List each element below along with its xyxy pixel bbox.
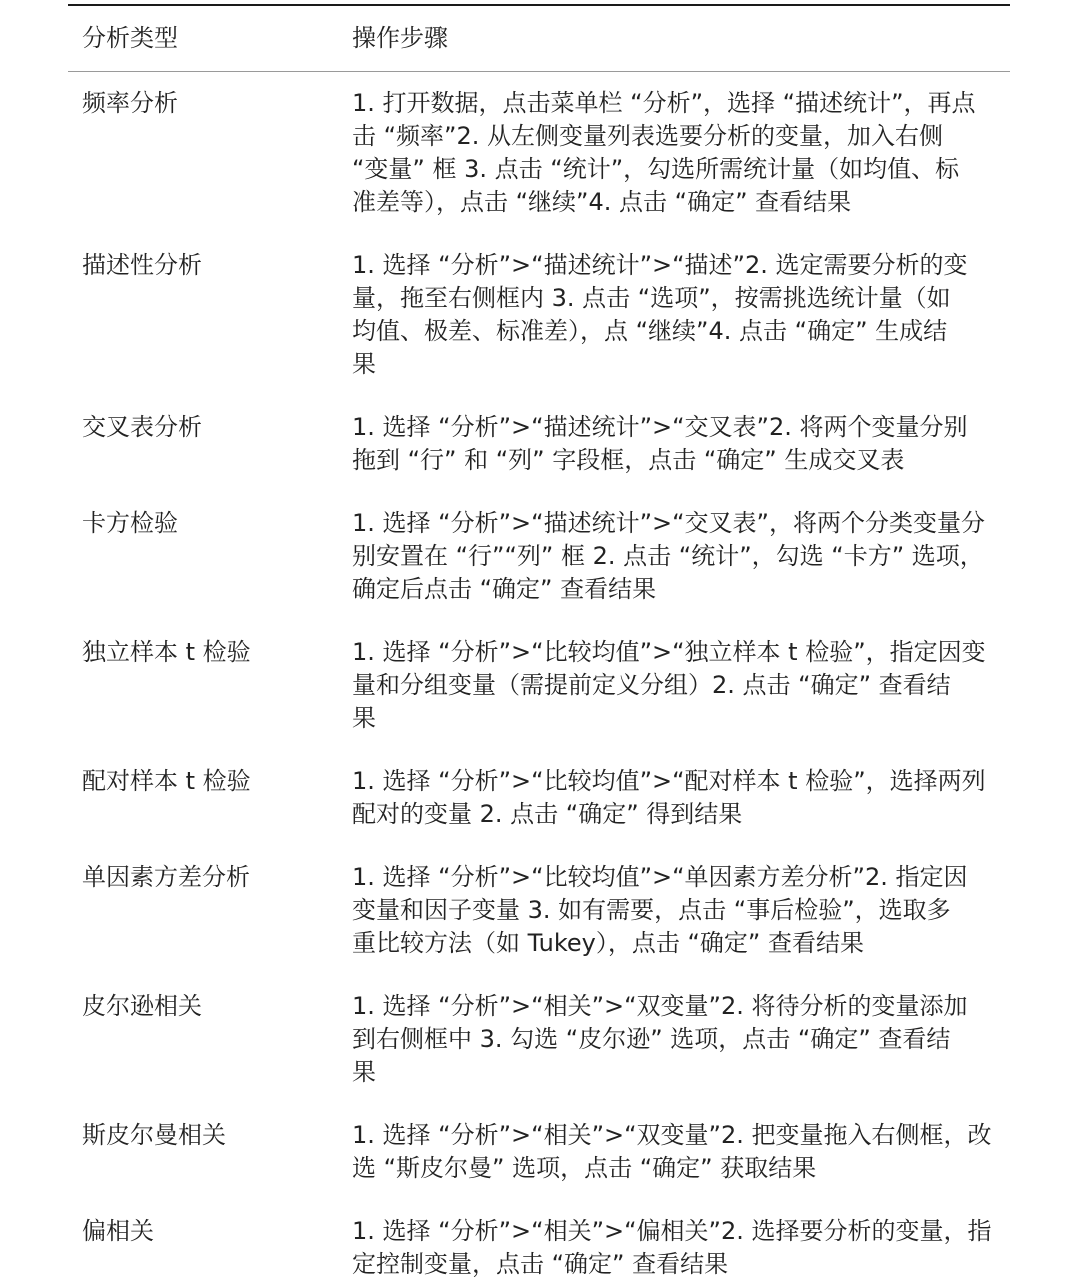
analysis-steps-table — [68, 4, 1010, 1281]
steps-text-line: 准差等），点击 “继续”4. 点击 “确定” 查看结果 — [352, 188, 852, 216]
steps-text-line: 定控制变量，点击 “确定” 查看结果 — [352, 1250, 729, 1278]
steps-text-line: 选 “斯皮尔曼” 选项，点击 “确定” 获取结果 — [352, 1154, 817, 1182]
procedure-steps-cell — [352, 507, 1010, 606]
analysis-type-cell: 斯皮尔曼相关 — [82, 1121, 226, 1149]
header-procedure-steps: 操作步骤 — [352, 24, 448, 52]
steps-text-line: 配对的变量 2. 点击 “确定” 得到结果 — [352, 800, 743, 828]
table-row — [68, 492, 1010, 621]
steps-text-line: 量和分组变量（需提前定义分组）2. 点击 “确定” 查看结 — [352, 671, 951, 699]
table-row — [68, 975, 1010, 1104]
procedure-steps-cell — [352, 861, 1010, 960]
steps-text-line: 1. 选择 “分析”>“描述统计”>“描述”2. 选定需要分析的变 — [352, 251, 968, 279]
analysis-type-cell: 描述性分析 — [82, 251, 202, 279]
table-row — [68, 396, 1010, 492]
analysis-type-cell: 卡方检验 — [82, 509, 178, 537]
table-row — [68, 72, 1010, 234]
procedure-steps-cell — [352, 765, 1010, 831]
steps-text-line: 到右侧框中 3. 勾选 “皮尔逊” 选项，点击 “确定” 查看结 — [352, 1025, 951, 1053]
steps-text-line: 1. 选择 “分析”>“相关”>“双变量”2. 把变量拖入右侧框，改 — [352, 1121, 992, 1149]
steps-text-line: “变量” 框 3. 点击 “统计”，勾选所需统计量（如均值、标 — [352, 155, 960, 183]
analysis-type-cell: 独立样本 t 检验 — [82, 638, 251, 666]
steps-text-line: 1. 选择 “分析”>“描述统计”>“交叉表”，将两个分类变量分 — [352, 509, 985, 537]
steps-text-line: 变量和因子变量 3. 如有需要，点击 “事后检验”，选取多 — [352, 896, 951, 924]
table-row — [68, 750, 1010, 846]
steps-text-line: 击 “频率”2. 从左侧变量列表选要分析的变量，加入右侧 — [352, 122, 944, 150]
table-row — [68, 1104, 1010, 1200]
analysis-type-cell: 频率分析 — [82, 89, 178, 117]
analysis-type-cell: 配对样本 t 检验 — [82, 767, 251, 795]
steps-text-line: 1. 选择 “分析”>“比较均值”>“独立样本 t 检验”，指定因变 — [352, 638, 986, 666]
table-row — [68, 234, 1010, 396]
steps-text-line: 确定后点击 “确定” 查看结果 — [352, 575, 657, 603]
steps-text-line: 1. 选择 “分析”>“相关”>“双变量”2. 将待分析的变量添加 — [352, 992, 968, 1020]
steps-text-line: 果 — [352, 350, 376, 378]
procedure-steps-cell — [352, 411, 1010, 477]
steps-text-line: 1. 选择 “分析”>“比较均值”>“单因素方差分析”2. 指定因 — [352, 863, 968, 891]
procedure-steps-cell — [352, 1215, 1010, 1281]
steps-text-line: 1. 选择 “分析”>“比较均值”>“配对样本 t 检验”，选择两列 — [352, 767, 986, 795]
analysis-type-cell: 皮尔逊相关 — [82, 992, 202, 1020]
table-body — [68, 72, 1010, 1281]
table-row — [68, 846, 1010, 975]
steps-text-line: 均值、极差、标准差），点 “继续”4. 点击 “确定” 生成结 — [352, 317, 948, 345]
table-header — [68, 6, 1010, 72]
steps-text-line: 拖到 “行” 和 “列” 字段框，点击 “确定” 生成交叉表 — [352, 446, 905, 474]
procedure-steps-cell — [352, 990, 1010, 1089]
analysis-type-cell: 交叉表分析 — [82, 413, 202, 441]
analysis-type-cell: 单因素方差分析 — [82, 863, 250, 891]
procedure-steps-cell — [352, 87, 1010, 219]
steps-text-line: 重比较方法（如 Tukey），点击 “确定” 查看结果 — [352, 929, 864, 957]
table-row — [68, 621, 1010, 750]
steps-text-line: 量，拖至右侧框内 3. 点击 “选项”，按需挑选统计量（如 — [352, 284, 951, 312]
procedure-steps-cell — [352, 1119, 1010, 1185]
steps-text-line: 1. 选择 “分析”>“描述统计”>“交叉表”2. 将两个变量分别 — [352, 413, 968, 441]
header-analysis-type: 分析类型 — [82, 24, 178, 52]
procedure-steps-cell — [352, 636, 1010, 735]
procedure-steps-cell — [352, 249, 1010, 381]
steps-text-line: 果 — [352, 704, 376, 732]
steps-text-line: 果 — [352, 1058, 376, 1086]
steps-text-line: 别安置在 “行”“列” 框 2. 点击 “统计”，勾选 “卡方” 选项， — [352, 542, 984, 570]
steps-text-line: 1. 选择 “分析”>“相关”>“偏相关”2. 选择要分析的变量，指 — [352, 1217, 992, 1245]
analysis-type-cell: 偏相关 — [82, 1217, 154, 1245]
table-row — [68, 1200, 1010, 1281]
steps-text-line: 1. 打开数据，点击菜单栏 “分析”，选择 “描述统计”，再点 — [352, 89, 976, 117]
